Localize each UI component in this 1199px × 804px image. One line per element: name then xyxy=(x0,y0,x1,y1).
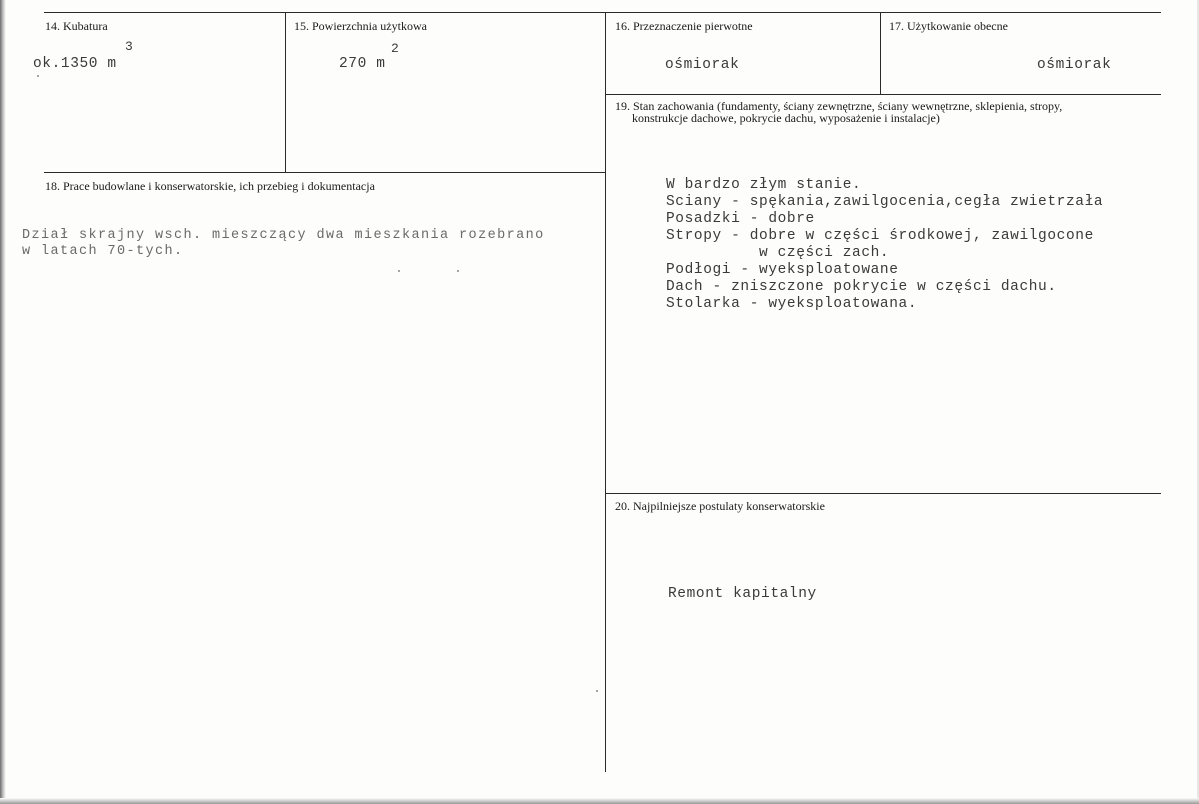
record-card xyxy=(2,0,1197,802)
line-above-20 xyxy=(606,493,1161,494)
field-15-superscript: 2 xyxy=(391,41,400,56)
field-20-label: 20. Najpilniejsze postulaty konserwatorskie xyxy=(615,499,825,513)
field-15-value: 270 m xyxy=(339,56,386,72)
field-15-label: 15. Powierzchnia użytkowa xyxy=(294,19,427,33)
condition-line: W bardzo złym stanie. xyxy=(666,177,862,193)
condition-line: Posadzki - dobre xyxy=(666,211,815,227)
divider-main-column xyxy=(605,12,606,772)
field-19-label-line2: konstrukcje dachowe, pokrycie dachu, wyposażenie i instalacje) xyxy=(632,111,940,125)
works-line: Dział skrajny wsch. mieszczący dwa mieszkania rozebrano xyxy=(22,228,545,243)
condition-line: Stolarka - wyeksploatowana. xyxy=(666,296,918,312)
field-20-value: Remont kapitalny xyxy=(668,586,817,602)
line-above-18 xyxy=(44,172,606,173)
field-16-label: 16. Przeznaczenie pierwotne xyxy=(615,19,753,33)
paper-speck xyxy=(457,270,459,272)
divider-14-15 xyxy=(285,12,286,173)
works-line: w latach 70-tych. xyxy=(22,244,184,259)
condition-line: Podłogi - wyeksploatowane xyxy=(666,262,899,278)
scan-bottom-edge xyxy=(0,798,1199,804)
condition-line: Stropy - dobre w części środkowej, zawilgocone xyxy=(666,228,1094,244)
line-above-19 xyxy=(606,94,1161,95)
field-17-label: 17. Użytkowanie obecne xyxy=(889,19,1008,33)
field-19-label-line1: 19. Stan zachowania (fundamenty, ściany zewnętrzne, ściany wewnętrzne, sklepienia, stropy, xyxy=(615,99,1063,113)
field-14-label: 14. Kubatura xyxy=(45,19,108,33)
field-14-superscript: 3 xyxy=(125,39,134,54)
field-16-value: ośmiorak xyxy=(665,57,740,73)
paper-speck xyxy=(596,690,598,692)
condition-line: w części zach. xyxy=(666,245,890,261)
divider-16-17 xyxy=(880,12,881,94)
paper-speck xyxy=(398,270,400,272)
condition-line: Sciany - spękania,zawilgocenia,cegła zwietrzała xyxy=(666,194,1104,210)
field-18-label: 18. Prace budowlane i konserwatorskie, ich przebieg i dokumentacja xyxy=(45,179,375,193)
paper-speck xyxy=(37,75,39,77)
condition-line: Dach - zniszczone pokrycie w części dachu. xyxy=(666,279,1057,295)
field-17-value: ośmiorak xyxy=(1037,57,1112,73)
top-border-line xyxy=(44,12,1161,13)
field-14-value: ok.1350 m xyxy=(33,56,117,72)
scan-left-edge xyxy=(0,0,6,804)
